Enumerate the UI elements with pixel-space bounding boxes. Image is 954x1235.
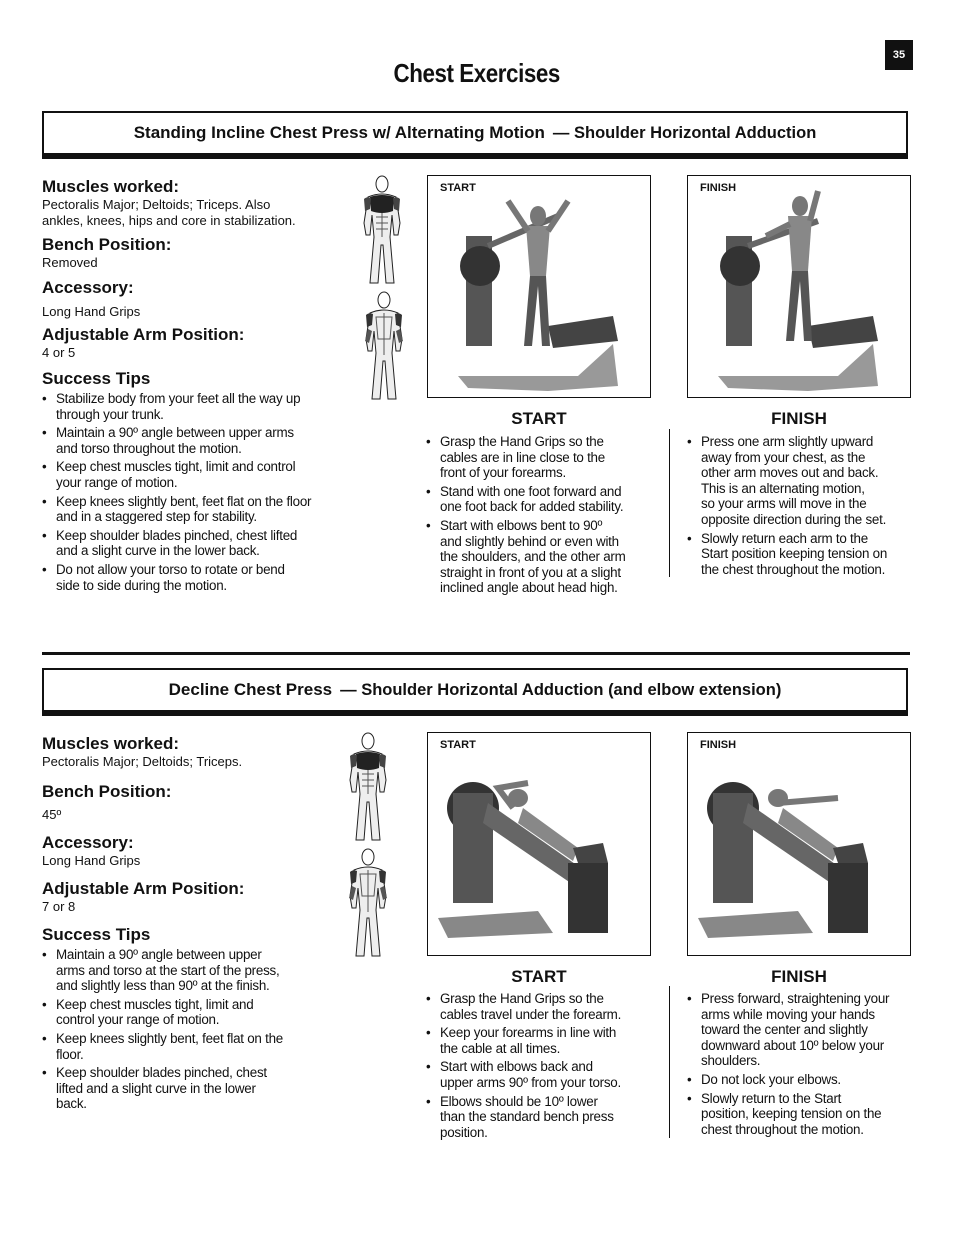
arm-position-heading: Adjustable Arm Position: xyxy=(42,879,245,898)
muscles-text: Pectoralis Major; Deltoids; Triceps. Also ankles, knees, hips and core in stabilization. xyxy=(42,197,296,228)
step-divider xyxy=(669,429,670,577)
anatomy-front-figure xyxy=(340,732,396,844)
exercise-header-2 xyxy=(42,668,908,716)
finish-step-item: • Press one arm slightly upward away from your chest, as the other arm moves out and back. This is an alternating motion, so your arms will move in the opposite direction during the set. xyxy=(687,434,917,528)
finish-steps-list xyxy=(687,434,917,580)
exercise-subtitle: — Shoulder Horizontal Adduction (and elbow extension) xyxy=(340,680,782,699)
tip-item: • Maintain a 90º angle between upper arms and torso throughout the motion. xyxy=(42,425,352,456)
accessory-heading: Accessory: xyxy=(42,833,134,852)
muscles-text: Pectoralis Major; Deltoids; Triceps. xyxy=(42,754,243,769)
start-heading: START xyxy=(511,409,567,428)
finish-step-item: • Slowly return each arm to the Start position keeping tension on the chest throughout the motion. xyxy=(687,531,917,578)
exercise-title: Decline Chest Press xyxy=(168,680,333,699)
success-tips-heading: Success Tips xyxy=(42,925,151,944)
arm-position-value: 4 or 5 xyxy=(42,345,76,360)
standing-press-start-icon xyxy=(428,176,651,398)
exercise-title: Standing Incline Chest Press w/ Alternating Motion xyxy=(133,123,545,142)
page-title: Chest Exercises xyxy=(393,58,561,88)
arm-position-value: 7 or 8 xyxy=(42,899,76,914)
start-step-item: • Start with elbows bent to 90º and slightly behind or even with the shoulders, and the other arm straight in front of you at a slight inclined angle about head high. xyxy=(426,518,666,596)
start-step-item: • Grasp the Hand Grips so the cables travel under the forearm. xyxy=(426,991,666,1022)
accessory-value: Long Hand Grips xyxy=(42,853,141,868)
page-number: 35 xyxy=(885,40,913,70)
tip-item: • Keep shoulder blades pinched, chest lifted and a slight curve in the lower back. xyxy=(42,528,352,559)
bench-value: 45º xyxy=(42,807,62,822)
start-heading: START xyxy=(511,967,567,986)
finish-step-item: • Do not lock your elbows. xyxy=(687,1072,917,1088)
start-steps-list xyxy=(426,991,666,1143)
finish-photo-label: FINISH xyxy=(700,182,737,194)
arm-position-heading: Adjustable Arm Position: xyxy=(42,325,245,344)
start-step-item: • Grasp the Hand Grips so the cables are in line close to the front of your forearms. xyxy=(426,434,666,481)
anatomy-front-figure xyxy=(354,175,410,287)
bench-value: Removed xyxy=(42,255,98,270)
start-steps-list xyxy=(426,434,666,599)
start-photo-label: START xyxy=(440,739,476,751)
start-step-item: • Start with elbows back and upper arms 90º from your torso. xyxy=(426,1059,666,1090)
start-step-item: • Elbows should be 10º lower than the standard bench press position. xyxy=(426,1094,666,1141)
finish-photo xyxy=(687,732,911,956)
start-photo-label: START xyxy=(440,182,476,194)
tip-item: • Keep shoulder blades pinched, chest lifted and a slight curve in the lower back. xyxy=(42,1065,352,1112)
finish-photo xyxy=(687,175,911,398)
tip-item: • Keep chest muscles tight, limit and control your range of motion. xyxy=(42,459,352,490)
finish-heading: FINISH xyxy=(771,409,827,428)
finish-step-item: • Press forward, straightening your arms while moving your hands toward the center and slightly downward about 10º below your shoulders. xyxy=(687,991,917,1069)
bench-heading: Bench Position: xyxy=(42,782,172,801)
start-step-item: • Keep your forearms in line with the cable at all times. xyxy=(426,1025,666,1056)
decline-press-finish-icon xyxy=(688,733,911,956)
step-divider xyxy=(669,986,670,1138)
anatomy-back-figure xyxy=(356,291,412,403)
standing-press-finish-icon xyxy=(688,176,911,398)
exercise-header-1 xyxy=(42,111,908,159)
success-tips-list xyxy=(42,391,352,593)
tip-item: • Keep chest muscles tight, limit and control your range of motion. xyxy=(42,997,352,1028)
tip-item: • Stabilize body from your feet all the way up through your trunk. xyxy=(42,391,352,422)
start-photo xyxy=(427,732,651,956)
accessory-value: Long Hand Grips xyxy=(42,304,141,319)
finish-heading: FINISH xyxy=(771,967,827,986)
exercise-info-1 xyxy=(42,173,352,596)
muscles-heading: Muscles worked: xyxy=(42,734,179,753)
decline-press-start-icon xyxy=(428,733,651,956)
tip-item: • Do not allow your torso to rotate or bend side to side during the motion. xyxy=(42,562,352,593)
exercise-subtitle: — Shoulder Horizontal Adduction xyxy=(552,123,817,142)
exercise-info-2 xyxy=(42,730,352,1115)
anatomy-back-figure xyxy=(340,848,396,960)
start-step-item: • Stand with one foot forward and one foot back for added stability. xyxy=(426,484,666,515)
tip-item: • Maintain a 90º angle between upper arms and torso at the start of the press, and slightly less than 90º at the finish. xyxy=(42,947,352,994)
accessory-heading: Accessory: xyxy=(42,278,134,297)
section-divider xyxy=(42,652,910,655)
finish-steps-list xyxy=(687,991,917,1140)
tip-item: • Keep knees slightly bent, feet flat on the floor and in a staggered step for stability. xyxy=(42,494,352,525)
success-tips-list xyxy=(42,947,352,1112)
muscles-heading: Muscles worked: xyxy=(42,177,179,196)
tip-item: • Keep knees slightly bent, feet flat on the floor. xyxy=(42,1031,352,1062)
finish-step-item: • Slowly return to the Start position, keeping tension on the chest throughout the motion. xyxy=(687,1091,917,1138)
bench-heading: Bench Position: xyxy=(42,235,172,254)
success-tips-heading: Success Tips xyxy=(42,369,151,388)
start-photo xyxy=(427,175,651,398)
finish-photo-label: FINISH xyxy=(700,739,737,751)
